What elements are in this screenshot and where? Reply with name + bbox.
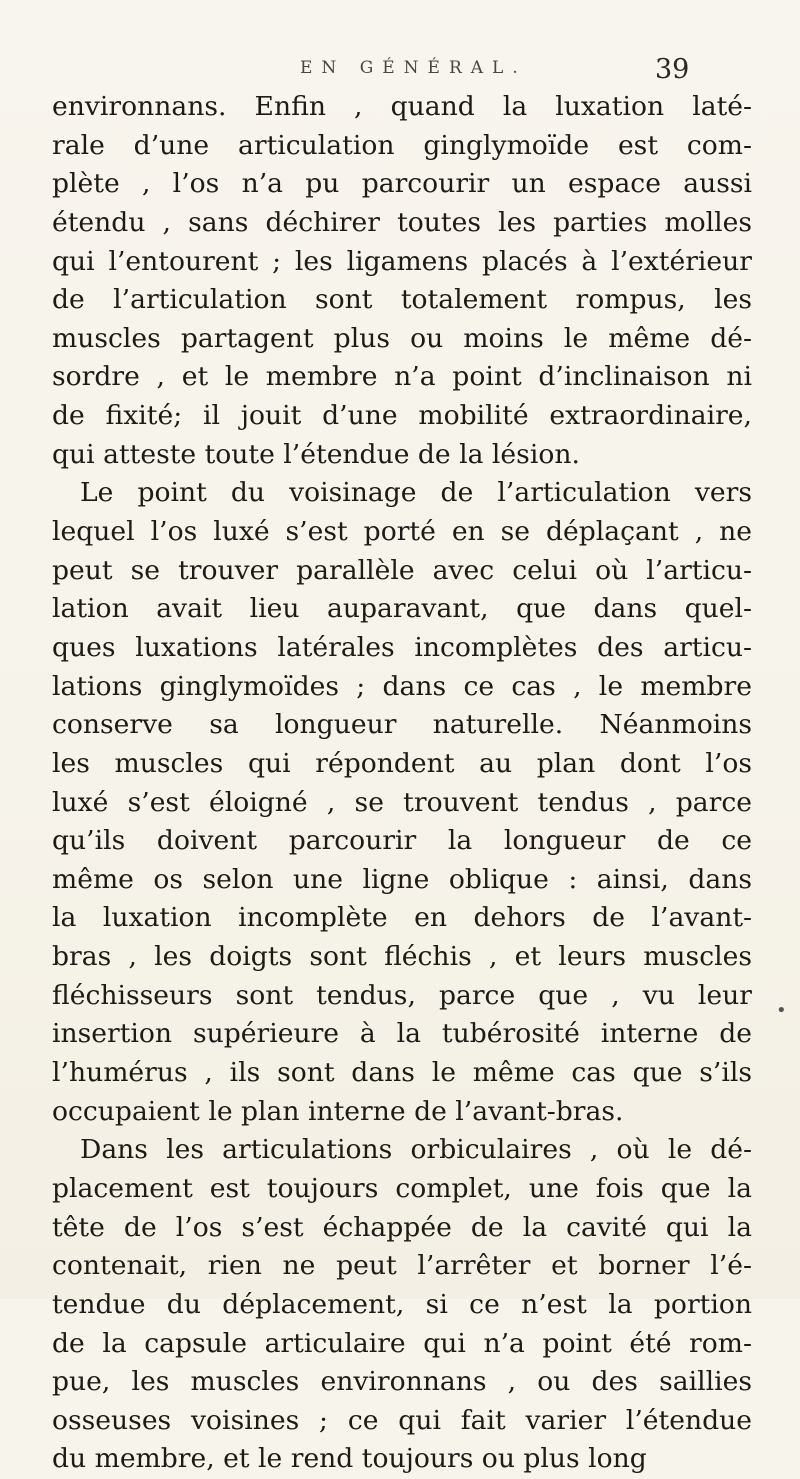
text-line: lation avait lieu auparavant, que dans quel- bbox=[52, 593, 752, 625]
paragraph-start-line: Le point du voisinage de l’articulation vers bbox=[80, 477, 752, 509]
text-line: contenait, rien ne peut l’arrêter et borner l’é- bbox=[52, 1250, 752, 1282]
text-line: qu’ils doivent parcourir la longueur de ce bbox=[52, 825, 752, 857]
page-number: 39 bbox=[655, 54, 690, 85]
text-line: de l’articulation sont totalement rompus, les bbox=[52, 284, 752, 316]
text-line: tendue du déplacement, si ce n’est la portion bbox=[52, 1288, 752, 1320]
text-line: lations ginglymoïdes ; dans ce cas , le membre bbox=[52, 670, 752, 702]
running-title: EN GÉNÉRAL. bbox=[300, 58, 527, 78]
text-line: lequel l’os luxé s’est porté en se déplaçant , ne bbox=[52, 516, 752, 548]
paragraph-end-line: qui atteste toute l’étendue de la lésion. bbox=[52, 438, 580, 470]
body-text bbox=[52, 88, 752, 1479]
text-line: de fixité; il jouit d’une mobilité extraordinaire, bbox=[52, 400, 752, 432]
text-line: osseuses voisines ; ce qui fait varier l’étendue bbox=[52, 1404, 752, 1436]
text-line: tête de l’os s’est échappée de la cavité qui la bbox=[52, 1211, 752, 1243]
text-line: de la capsule articulaire qui n’a point été rom- bbox=[52, 1327, 752, 1359]
text-line: ques luxations latérales incomplètes des articu- bbox=[52, 631, 752, 663]
text-line: même os selon une ligne oblique : ainsi, dans bbox=[52, 863, 752, 895]
paragraph-end-line: occupaient le plan interne de l’avant-bras. bbox=[52, 1095, 624, 1127]
text-line: pue, les muscles environnans , ou des saillies bbox=[52, 1366, 752, 1398]
paragraph-start-line: Dans les articulations orbiculaires , où le dé- bbox=[80, 1134, 752, 1166]
text-line: plète , l’os n’a pu parcourir un espace aussi bbox=[52, 168, 752, 200]
margin-mark: • bbox=[776, 1000, 787, 1021]
text-line: insertion supérieure à la tubérosité interne de bbox=[52, 1018, 752, 1050]
text-line: la luxation incomplète en dehors de l’avant- bbox=[52, 902, 752, 934]
text-line: rale d’une articulation ginglymoïde est com- bbox=[52, 129, 752, 161]
text-line: conserve sa longueur naturelle. Néanmoins bbox=[52, 709, 752, 741]
text-line: peut se trouver parallèle avec celui où l’articu- bbox=[52, 554, 752, 586]
text-line: l’humérus , ils sont dans le même cas que s’ils bbox=[52, 1057, 752, 1089]
text-line: bras , les doigts sont fléchis , et leurs muscles bbox=[52, 941, 752, 973]
text-line: placement est toujours complet, une fois que la bbox=[52, 1172, 752, 1204]
text-line: environnans. Enfin , quand la luxation laté- bbox=[52, 91, 752, 122]
text-line: fléchisseurs sont tendus, parce que , vu leur bbox=[52, 979, 752, 1011]
text-line: du membre, et le rend toujours ou plus long bbox=[52, 1443, 647, 1475]
text-line: luxé s’est éloigné , se trouvent tendus , parce bbox=[52, 786, 752, 818]
text-line: muscles partagent plus ou moins le même dé- bbox=[52, 322, 752, 354]
text-line: qui l’entourent ; les ligamens placés à l’extérieur bbox=[52, 245, 752, 277]
text-line: les muscles qui répondent au plan dont l’os bbox=[52, 747, 752, 779]
text-line: sordre , et le membre n’a point d’inclinaison ni bbox=[52, 361, 752, 393]
text-line: étendu , sans déchirer toutes les parties molles bbox=[52, 206, 752, 238]
